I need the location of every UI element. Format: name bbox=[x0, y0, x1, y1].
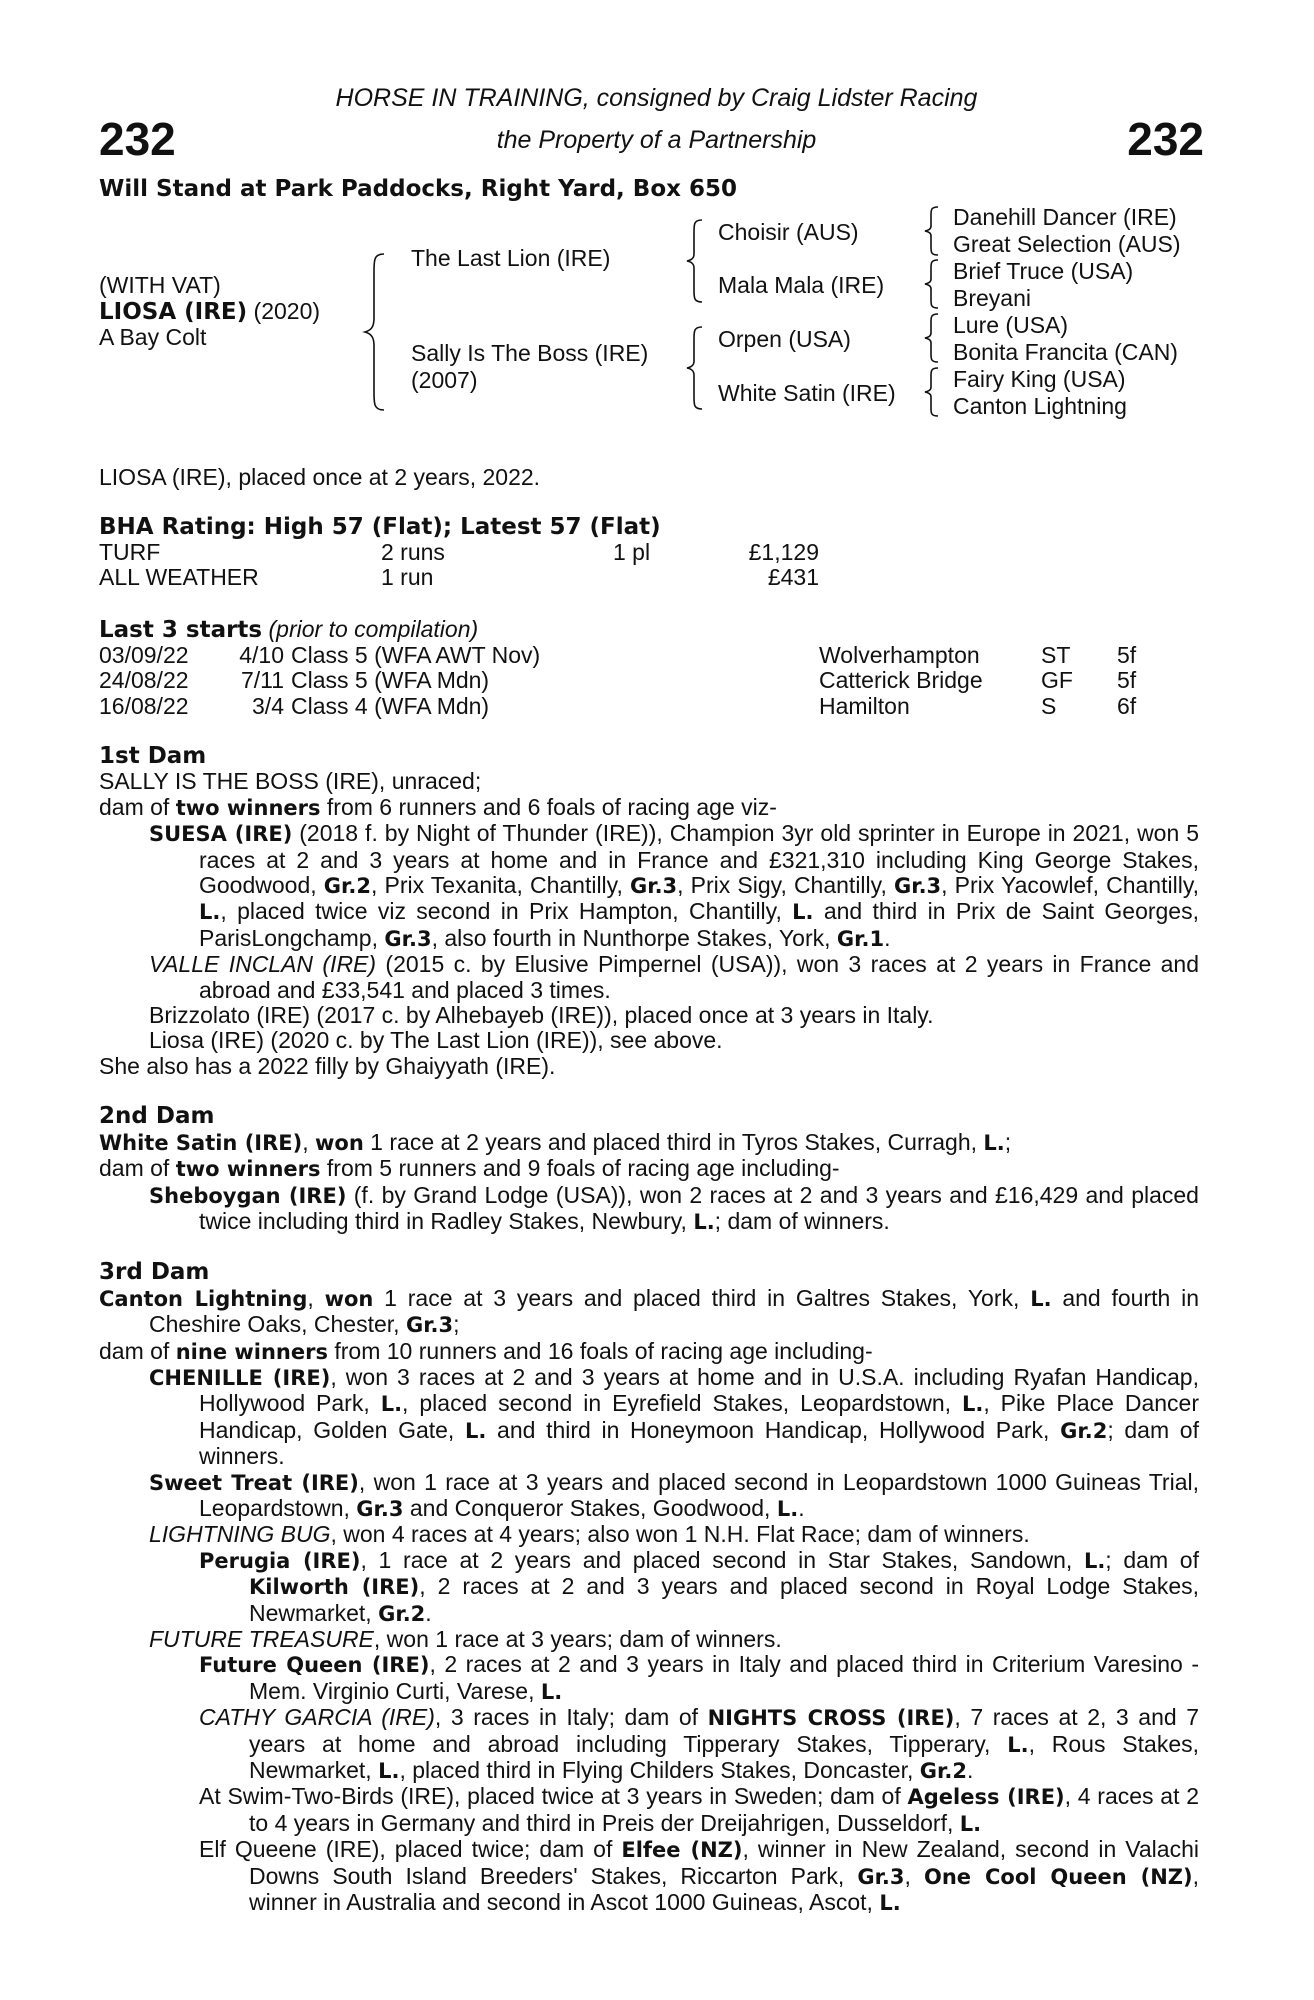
third-dam-heading: 3rd Dam bbox=[99, 1259, 210, 1286]
first-dam-heading: 1st Dam bbox=[99, 743, 207, 769]
text: . bbox=[884, 924, 891, 951]
pedigree-dd-dam: Canton Lightning bbox=[953, 393, 1127, 419]
grade: L. bbox=[879, 1891, 901, 1916]
produce-lightning-bug bbox=[99, 1522, 1199, 1547]
horse-name: Elfee (NZ) bbox=[621, 1838, 743, 1863]
horse-description: A Bay Colt bbox=[99, 324, 207, 350]
produce-elf-queene bbox=[99, 1837, 1199, 1916]
lot-number-right: 232 bbox=[1127, 113, 1204, 165]
start-race: Class 5 (WFA AWT Nov) bbox=[291, 642, 541, 668]
second-dam-line bbox=[99, 1130, 1199, 1156]
horse-name: Kilworth (IRE) bbox=[249, 1575, 420, 1600]
horse-name: FUTURE TREASURE bbox=[149, 1626, 374, 1652]
pedigree-ss-dam: Great Selection (AUS) bbox=[953, 231, 1181, 257]
rating-prize: £1,129 bbox=[748, 539, 819, 565]
grade: L. bbox=[1030, 1286, 1052, 1311]
last-starts-label: Last 3 starts bbox=[99, 617, 263, 643]
produce-suesa bbox=[99, 821, 1199, 952]
text: , bbox=[307, 1284, 325, 1311]
text: (2015 c. by Elusive Pimpernel (USA)), won 3 races at 2 years in France and abroad and £33,541 and placed 3 times. bbox=[199, 951, 1199, 1003]
text: , 2 races at 2 and 3 years in Italy and placed third in Criterium Varesino - Mem. Virginio Curti, Varese, bbox=[249, 1651, 1199, 1704]
grade: L. bbox=[961, 1392, 984, 1417]
text: , 2 races at 2 and 3 years and placed second in Royal Lodge Stakes, Newmarket, bbox=[249, 1573, 1200, 1626]
property-line: the Property of a Partnership bbox=[496, 126, 817, 154]
grade: Gr.2 bbox=[919, 1759, 967, 1784]
text: , 4 races at 2 to 4 years in Germany and third in Preis der Dreijahrigen, Dusseldorf, bbox=[249, 1783, 1199, 1836]
race-summary: LIOSA (IRE), placed once at 2 years, 2022. bbox=[99, 464, 541, 490]
pedigree-brace-gen1 bbox=[362, 252, 392, 412]
text: from 6 runners and 6 foals of racing age viz- bbox=[320, 793, 777, 820]
horse-name: LIOSA (IRE) bbox=[99, 299, 248, 325]
winners-count: nine winners bbox=[175, 1339, 328, 1364]
text: ; bbox=[1004, 1128, 1012, 1155]
text: from 10 runners and 16 foals of racing age including- bbox=[327, 1337, 873, 1364]
text: dam of bbox=[99, 1155, 176, 1182]
grade: L. bbox=[380, 1392, 403, 1417]
grade: L. bbox=[959, 1811, 982, 1836]
pedigree-sd-dam: Breyani bbox=[953, 285, 1031, 311]
second-dam-heading: 2nd Dam bbox=[99, 1103, 215, 1130]
text: dam of bbox=[99, 793, 176, 820]
text: , bbox=[302, 1128, 316, 1155]
start-position: 7/11 bbox=[240, 667, 284, 694]
text: , Prix Texanita, Chantilly, bbox=[370, 872, 630, 899]
grade: Gr.3 bbox=[629, 874, 678, 899]
start-course: Catterick Bridge bbox=[819, 667, 983, 694]
horse-name: One Cool Queen (NZ) bbox=[923, 1864, 1193, 1889]
text: 1 race at 2 years and placed third in Tyros Stakes, Curragh, bbox=[363, 1128, 984, 1155]
horse-name-line bbox=[99, 299, 320, 325]
text: 1 race at 3 years and placed third in Galtres Stakes, York, bbox=[373, 1284, 1031, 1311]
winners-count: two winners bbox=[175, 795, 321, 820]
last-starts-note: (prior to compilation) bbox=[262, 616, 479, 642]
pedigree-brace-sire bbox=[684, 218, 706, 304]
produce-valle-inclan bbox=[99, 952, 1199, 1003]
text: , bbox=[904, 1862, 924, 1889]
text: , also fourth in Nunthorpe Stakes, York, bbox=[431, 924, 837, 951]
grade: L. bbox=[1083, 1548, 1106, 1573]
pedigree-brace-3b bbox=[922, 258, 942, 310]
text: , placed twice viz second in Prix Hampton, Chantilly, bbox=[220, 898, 793, 925]
grade: L. bbox=[1007, 1732, 1029, 1757]
text: ; dam of bbox=[1105, 1546, 1199, 1573]
start-date: 16/08/22 bbox=[99, 692, 189, 719]
won-label: won bbox=[324, 1286, 374, 1311]
text: (2018 f. by Night of Thunder (IRE)), Champion 3yr old sprinter in Europe in 2021, won 5 races at 2 and 3 years at home and in France and £321,310 including King George Stakes, Goodwood, bbox=[199, 820, 1200, 899]
text: from 5 runners and 9 foals of racing age including- bbox=[320, 1155, 840, 1182]
text: , Pike Place Dancer Handicap, Golden Gate, bbox=[199, 1390, 1199, 1443]
text: (f. by Grand Lodge (USA)), won 2 races at 2 and 3 years and £16,429 and placed twice including third in Radley Stakes, Newbury, bbox=[199, 1181, 1199, 1234]
start-distance: 5f bbox=[1117, 667, 1137, 694]
consignor-line: HORSE IN TRAINING, consigned by Craig Lidster Racing bbox=[335, 84, 978, 112]
last-starts-table bbox=[99, 643, 1199, 721]
family-section bbox=[99, 744, 1199, 1916]
produce-perugia bbox=[99, 1548, 1199, 1627]
text: , won 3 races at 2 and 3 years at home and in U.S.A. including Ryafan Handicap, Hollywood Park, bbox=[199, 1363, 1199, 1417]
horse-name: CATHY GARCIA (IRE) bbox=[199, 1704, 435, 1731]
pedigree-sire-sire: Choisir (AUS) bbox=[718, 219, 859, 245]
text: , placed third in Flying Childers Stakes, Doncaster, bbox=[399, 1757, 920, 1784]
horse-name: Perugia (IRE) bbox=[199, 1548, 361, 1573]
rating-prize: £431 bbox=[767, 564, 819, 591]
first-dam-line: SALLY IS THE BOSS (IRE), unraced; bbox=[99, 768, 482, 795]
rating-placed: 1 pl bbox=[613, 539, 651, 565]
produce-sheboygan bbox=[99, 1183, 1199, 1236]
text: ; dam of winners. bbox=[714, 1207, 890, 1234]
start-date: 24/08/22 bbox=[99, 667, 189, 694]
grade: L. bbox=[983, 1130, 1005, 1155]
pedigree-dam-sire: Orpen (USA) bbox=[718, 326, 851, 352]
text: and Conqueror Stakes, Goodwood, bbox=[403, 1494, 777, 1521]
vat-note: (WITH VAT) bbox=[99, 272, 221, 298]
grade: Gr.3 bbox=[356, 1496, 404, 1521]
text: . bbox=[425, 1599, 432, 1626]
start-position: 3/4 bbox=[252, 692, 284, 719]
pedigree-ss-sire: Danehill Dancer (IRE) bbox=[953, 204, 1177, 230]
pedigree-brace-dam bbox=[684, 325, 706, 411]
text: At Swim-Two-Birds (IRE), placed twice at 3 years in Sweden; dam of bbox=[199, 1783, 908, 1810]
third-dam-line bbox=[99, 1286, 1199, 1339]
pedigree-sd-sire: Brief Truce (USA) bbox=[953, 258, 1134, 284]
horse-name: LIGHTNING BUG bbox=[149, 1521, 331, 1548]
pedigree-dam-year: (2007) bbox=[411, 367, 478, 393]
first-dam-filly: She also has a 2022 filly by Ghaiyyath (IRE). bbox=[99, 1052, 556, 1079]
horse-name: Ageless (IRE) bbox=[907, 1785, 1065, 1810]
text: , Prix Sigy, Chantilly, bbox=[677, 872, 894, 899]
start-course: Hamilton bbox=[819, 692, 910, 719]
stand-location: Will Stand at Park Paddocks, Right Yard, Box 650 bbox=[99, 176, 737, 202]
produce-brizzolato: Brizzolato (IRE) (2017 c. by Alhebayeb (IRE)), placed once at 3 years in Italy. bbox=[149, 1002, 934, 1029]
produce-liosa: Liosa (IRE) (2020 c. by The Last Lion (IRE)), see above. bbox=[149, 1027, 723, 1054]
produce-chenille bbox=[99, 1365, 1199, 1470]
pedigree-dd-sire: Fairy King (USA) bbox=[953, 366, 1126, 392]
text: . bbox=[798, 1494, 805, 1521]
horse-name: White Satin (IRE) bbox=[99, 1130, 303, 1155]
grade: Gr.2 bbox=[323, 874, 371, 899]
start-race: Class 5 (WFA Mdn) bbox=[291, 667, 490, 694]
lot-number-left: 232 bbox=[99, 113, 176, 165]
text: dam of bbox=[99, 1337, 176, 1364]
pedigree-brace-3d bbox=[922, 366, 942, 418]
won-label: won bbox=[315, 1130, 364, 1155]
start-going: GF bbox=[1041, 667, 1073, 694]
text: , placed second in Eyrefield Stakes, Leopardstown, bbox=[402, 1390, 962, 1417]
grade: Gr.2 bbox=[378, 1601, 426, 1626]
text: , winner in New Zealand, second in Valachi Downs South Island Breeders' Stakes, Riccarton Park, bbox=[249, 1836, 1199, 1889]
text: Elf Queene (IRE), placed twice; dam of bbox=[199, 1836, 622, 1863]
start-course: Wolverhampton bbox=[819, 642, 980, 668]
produce-future-treasure bbox=[99, 1627, 1199, 1652]
pedigree-dam-dam: White Satin (IRE) bbox=[718, 380, 896, 406]
text: , won 1 race at 3 years; dam of winners. bbox=[373, 1626, 782, 1652]
text: and third in Prix de Saint Georges, ParisLongchamp, bbox=[199, 898, 1199, 951]
text: ; bbox=[453, 1311, 460, 1338]
pedigree-brace-3a bbox=[922, 205, 942, 257]
rating-runs: 1 run bbox=[381, 564, 434, 591]
horse-year: (2020) bbox=[247, 298, 321, 324]
produce-sweet-treat bbox=[99, 1470, 1199, 1523]
text: and third in Honeymoon Handicap, Hollywood Park, bbox=[486, 1416, 1061, 1443]
horse-name: CHENILLE (IRE) bbox=[149, 1365, 331, 1390]
grade: L. bbox=[776, 1496, 799, 1521]
start-distance: 5f bbox=[1117, 642, 1137, 668]
pedigree-dam: Sally Is The Boss (IRE) bbox=[411, 340, 649, 366]
grade: L. bbox=[792, 900, 814, 925]
grade: Gr.3 bbox=[384, 926, 432, 951]
text: , 7 races at 2, 3 and 7 years at home and abroad including Tipperary Stakes, Tipperary, bbox=[249, 1704, 1199, 1757]
grade: Gr.3 bbox=[405, 1313, 454, 1338]
produce-cathy-garcia bbox=[99, 1705, 1199, 1784]
text: . bbox=[966, 1757, 974, 1784]
grade: Gr.1 bbox=[836, 926, 885, 951]
text: , won 4 races at 4 years; also won 1 N.H. Flat Race; dam of winners. bbox=[330, 1521, 1030, 1548]
bha-rating-title: BHA Rating: High 57 (Flat); Latest 57 (Flat) bbox=[99, 514, 661, 540]
produce-at-swim-two-birds bbox=[99, 1784, 1199, 1837]
last-starts-title bbox=[99, 617, 478, 643]
text: , won 1 race at 3 years and placed second in Leopardstown 1000 Guineas Trial, Leopardstown, bbox=[199, 1468, 1199, 1521]
pedigree-ds-dam: Bonita Francita (CAN) bbox=[953, 339, 1178, 365]
second-dam-produce-line bbox=[99, 1156, 1199, 1182]
start-going: S bbox=[1041, 692, 1057, 719]
rating-runs: 2 runs bbox=[381, 539, 445, 565]
horse-name: VALLE INCLAN (IRE) bbox=[149, 951, 377, 978]
rating-surface: TURF bbox=[99, 539, 161, 565]
horse-name: Canton Lightning bbox=[99, 1286, 308, 1311]
text: and fourth in Cheshire Oaks, Chester, bbox=[149, 1284, 1200, 1338]
rating-table bbox=[99, 540, 899, 592]
start-date: 03/09/22 bbox=[99, 642, 189, 668]
start-distance: 6f bbox=[1117, 692, 1137, 719]
produce-future-queen bbox=[99, 1652, 1199, 1705]
grade: L. bbox=[540, 1679, 563, 1704]
text: , 1 race at 2 years and placed second in Star Stakes, Sandown, bbox=[360, 1546, 1084, 1573]
winners-count: two winners bbox=[175, 1157, 321, 1182]
grade: L. bbox=[465, 1418, 487, 1443]
horse-name: Sweet Treat (IRE) bbox=[149, 1470, 359, 1495]
horse-name: Sheboygan (IRE) bbox=[149, 1183, 347, 1208]
grade: L. bbox=[378, 1759, 400, 1784]
horse-name: SUESA (IRE) bbox=[149, 822, 293, 847]
pedigree-sire: The Last Lion (IRE) bbox=[411, 245, 611, 271]
grade: Gr.3 bbox=[893, 874, 942, 899]
text: , Prix Yacowlef, Chantilly, bbox=[941, 872, 1200, 899]
pedigree-ds-sire: Lure (USA) bbox=[953, 312, 1069, 338]
horse-name: Future Queen (IRE) bbox=[199, 1653, 430, 1678]
grade: Gr.3 bbox=[857, 1864, 905, 1889]
start-race: Class 4 (WFA Mdn) bbox=[291, 692, 490, 719]
rating-surface: ALL WEATHER bbox=[99, 564, 259, 591]
grade: L. bbox=[693, 1209, 715, 1234]
start-position: 4/10 bbox=[239, 642, 284, 668]
pedigree-brace-3c bbox=[922, 312, 942, 364]
horse-name: NIGHTS CROSS (IRE) bbox=[707, 1706, 955, 1731]
pedigree-sire-dam: Mala Mala (IRE) bbox=[718, 272, 885, 298]
grade: L. bbox=[199, 900, 221, 925]
grade: Gr.2 bbox=[1060, 1418, 1108, 1443]
start-going: ST bbox=[1041, 642, 1071, 668]
text: ; dam of winners. bbox=[199, 1416, 1199, 1470]
text: , winner in Australia and second in Ascot 1000 Guineas, Ascot, bbox=[249, 1862, 1199, 1916]
text: , Rous Stakes, Newmarket, bbox=[249, 1730, 1199, 1784]
third-dam-produce-line bbox=[99, 1339, 1199, 1365]
spacer bbox=[99, 1079, 1199, 1104]
first-dam-produce-line bbox=[99, 795, 1199, 821]
spacer bbox=[99, 1235, 1199, 1260]
text: , 3 races in Italy; dam of bbox=[434, 1704, 708, 1731]
